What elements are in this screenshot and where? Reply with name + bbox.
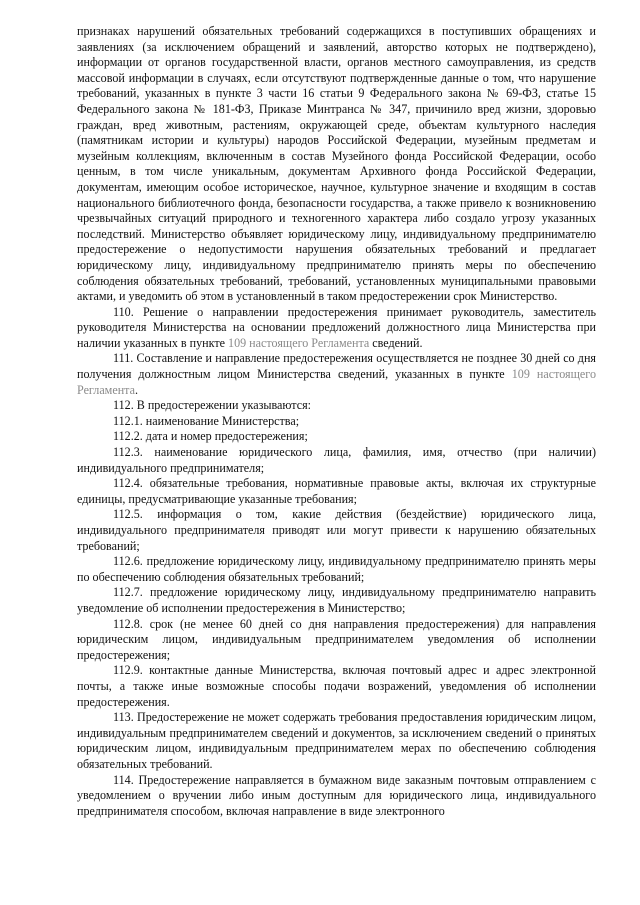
paragraph-p112_3 xyxy=(77,445,596,476)
paragraph-text: 112.7. предложение юридическому лицу, индивидуальному предпринимателю направить уведомление об исполнении предостережения в Министерство; xyxy=(77,585,596,615)
paragraph-p112 xyxy=(77,398,596,414)
paragraph-text: . xyxy=(134,382,139,397)
paragraph-text: 111. Составление и направление предостережения осуществляется не позднее 30 дней со дня получения должностным лицом Министерства сведений, указанных в пункте xyxy=(77,351,596,382)
paragraph-p113 xyxy=(77,710,596,772)
paragraph-text: 112.4. обязательные требования, нормативные правовые акты, включая их структурные единицы, предусматривающие указанные требования; xyxy=(77,476,596,506)
paragraph-text: 112.5. информация о том, какие действия (бездействие) юридического лица, индивидуального предпринимателя приводят или могут привести к нарушению обязательных требований; xyxy=(77,507,596,553)
paragraph-text: 112.2. дата и номер предостережения; xyxy=(113,429,308,444)
paragraph-p112_4 xyxy=(77,476,596,507)
paragraph-p112_1 xyxy=(77,414,596,430)
paragraph-text: 112. В предостережении указываются: xyxy=(113,398,312,413)
paragraph-text: 113. Предостережение не может содержать требования предоставления юридическим лицом, индивидуальным предпринимателем сведений и документов, за исключением сведений о принятых юридическим лицом, индивидуальным предпринимателем мерах по обеспечению соблюдения обязательных требований. xyxy=(77,710,596,771)
paragraph-p0 xyxy=(77,24,596,305)
paragraph-p110 xyxy=(77,305,596,352)
paragraph-p111 xyxy=(77,351,596,398)
paragraph-text: 112.9. контактные данные Министерства, включая почтовый адрес и адрес электронной почты, а также иные возможные способы подачи возражений, уведомления об исполнении предостережения. xyxy=(77,663,596,709)
paragraph-p112_6 xyxy=(77,554,596,585)
paragraph-text: признаках нарушений обязательных требований содержащихся в поступивших обращениях и заявлениях (за исключением обращений и заявлений, авторство которых не подтверждено), информации от органов государственной власти, органов местного самоуправления, из средств массовой информации в случаях, если отсутствуют подтвержденные данные о том, что нарушение требований, указанных в пункте 3 части 16 статьи 9 Федерального закона № 69-ФЗ, статье 15 Федерального закона № 181-ФЗ, Приказе Минтранса № 347, причинило вред жизни, здоровью граждан, вред животным, растениям, окружающей среде, объектам культурного наследия (памятникам истории и культуры) народов Российской Федерации, музейным предметам и музейным коллекциям, включенным в состав Музейного фонда Российской Федерации, особо ценным, в том числе уникальным, документам Архивного фонда Российской Федерации, документам, имеющим особое историческое, научное, культурное значение и входящим в состав национального библиотечного фонда, безопасности государства, а также привело к возникновению чрезвычайных ситуаций природного и техногенного характера либо создало угрозу указанных последствий. Министерство объявляет юридическому лицу, индивидуальному предпринимателю предостережение о недопустимости нарушения обязательных требований и предлагает юридическому лицу, индивидуальному предпринимателю принять меры по обеспечению соблюдения обязательных требований, требований, установленных муниципальными правовыми актами, и уведомить об этом в установленный в таком предостережении срок Министерство. xyxy=(77,24,596,304)
paragraph-text: 112.3. наименование юридического лица, фамилия, имя, отчество (при наличии) индивидуального предпринимателя; xyxy=(77,445,596,475)
paragraph-text: 112.6. предложение юридическому лицу, индивидуальному предпринимателю принять меры по обеспечению соблюдения обязательных требований; xyxy=(77,554,596,584)
paragraph-text: сведений. xyxy=(369,335,423,350)
paragraph-p114 xyxy=(77,773,596,820)
paragraph-text: 112.1. наименование Министерства; xyxy=(113,413,300,428)
regulation-reference-link[interactable]: 109 настоящего Регламента xyxy=(77,367,596,397)
regulation-reference-link[interactable]: 109 настоящего Регламента xyxy=(228,335,370,350)
paragraph-p112_8 xyxy=(77,617,596,664)
document-page xyxy=(77,24,596,819)
paragraph-text: 110. Решение о направлении предостережения принимает руководитель, заместитель руководителя Министерства на основании предложений должностного лица Министерства при наличии указанных в пункте xyxy=(77,304,596,350)
paragraph-p112_7 xyxy=(77,585,596,616)
paragraph-p112_9 xyxy=(77,663,596,710)
paragraph-text: 114. Предостережение направляется в бумажном виде заказным почтовым отправлением с уведомлением о вручении либо иным доступным для юридического лица, индивидуального предпринимателя способом, включая направление в виде электронного xyxy=(77,772,596,818)
paragraph-p112_2 xyxy=(77,429,596,445)
paragraph-text: 112.8. срок (не менее 60 дней со дня направления предостережения) для направления юридическим лицом, индивидуальным предпринимателем уведомления об исполнении предостережения; xyxy=(77,616,596,662)
paragraph-p112_5 xyxy=(77,507,596,554)
